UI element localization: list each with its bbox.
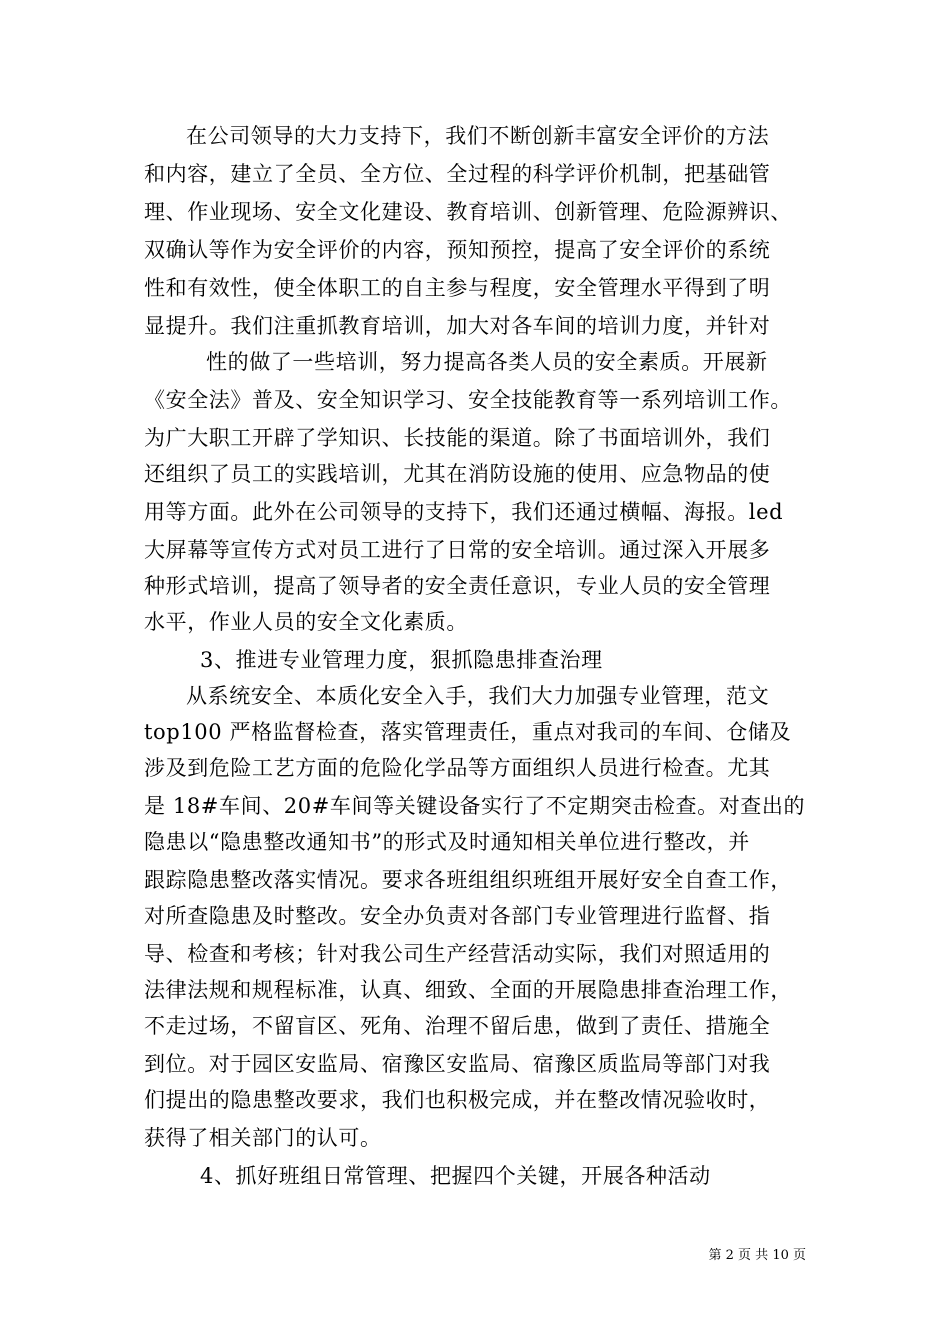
text-line: 性的做了一些培训，努力提高各类人员的安全素质。开展新	[206, 350, 768, 374]
text-line: 为广大职工开辟了学知识、长技能的渠道。除了书面培训外，我们	[144, 426, 771, 450]
text-line: 跟踪隐患整改落实情况。要求各班组组织班组开展好安全自查工作，	[144, 868, 792, 892]
text-line: 不走过场，不留盲区、死角、治理不留后患，做到了责任、措施全	[144, 1014, 771, 1038]
text-line: 们提出的隐患整改要求，我们也积极完成，并在整改情况验收时，	[144, 1088, 771, 1112]
text-line: 在公司领导的大力支持下，我们不断创新丰富安全评价的方法	[186, 124, 770, 148]
text-line: 从系统安全、本质化安全入手，我们大力加强专业管理，范文	[186, 684, 770, 708]
text-line: 导、检查和考核；针对我公司生产经营活动实际，我们对照适用的	[144, 942, 771, 966]
section-heading: 3、推进专业管理力度，狠抓隐患排查治理	[200, 648, 603, 672]
text-line: 还组织了员工的实践培训，尤其在消防设施的使用、应急物品的使	[144, 462, 771, 486]
text-line: 理、作业现场、安全文化建设、教育培训、创新管理、危险源辨识、	[144, 200, 792, 224]
text-line: 种形式培训，提高了领导者的安全责任意识，专业人员的安全管理	[144, 574, 771, 598]
text-line: 性和有效性，使全体职工的自主参与程度，安全管理水平得到了明	[144, 276, 771, 300]
text-line: 隐患以“隐患整改通知书”的形式及时通知相关单位进行整改，并	[144, 830, 750, 854]
text-line: 用等方面。此外在公司领导的支持下，我们还通过横幅、海报。led	[144, 500, 784, 524]
text-line: 是 18#车间、20#车间等关键设备实行了不定期突击检查。对查出的	[144, 794, 806, 818]
text-line: 和内容，建立了全员、全方位、全过程的科学评价机制，把基础管	[144, 162, 771, 186]
text-line: 法律法规和规程标准，认真、细致、全面的开展隐患排查治理工作，	[144, 978, 792, 1002]
section-heading: 4、抓好班组日常管理、把握四个关键，开展各种活动	[200, 1164, 711, 1188]
text-line: 对所查隐患及时整改。安全办负责对各部门专业管理进行监督、指	[144, 904, 771, 928]
text-line: 获得了相关部门的认可。	[144, 1126, 382, 1150]
text-line: 显提升。我们注重抓教育培训，加大对各车间的培训力度，并针对	[144, 314, 771, 338]
text-line: 水平，作业人员的安全文化素质。	[144, 610, 468, 634]
text-line: 《安全法》普及、安全知识学习、安全技能教育等一系列培训工作。	[144, 388, 792, 412]
page-number: 第 2 页 共 10 页	[708, 1248, 806, 1263]
text-line: top100 严格监督检查，落实管理责任，重点对我司的车间、仓储及	[144, 720, 792, 744]
text-line: 涉及到危险工艺方面的危险化学品等方面组织人员进行检查。尤其	[144, 756, 771, 780]
text-line: 到位。对于园区安监局、宿豫区安监局、宿豫区质监局等部门对我	[144, 1052, 771, 1076]
text-line: 双确认等作为安全评价的内容，预知预控，提高了安全评价的系统	[144, 238, 771, 262]
text-line: 大屏幕等宣传方式对员工进行了日常的安全培训。通过深入开展多	[144, 538, 771, 562]
